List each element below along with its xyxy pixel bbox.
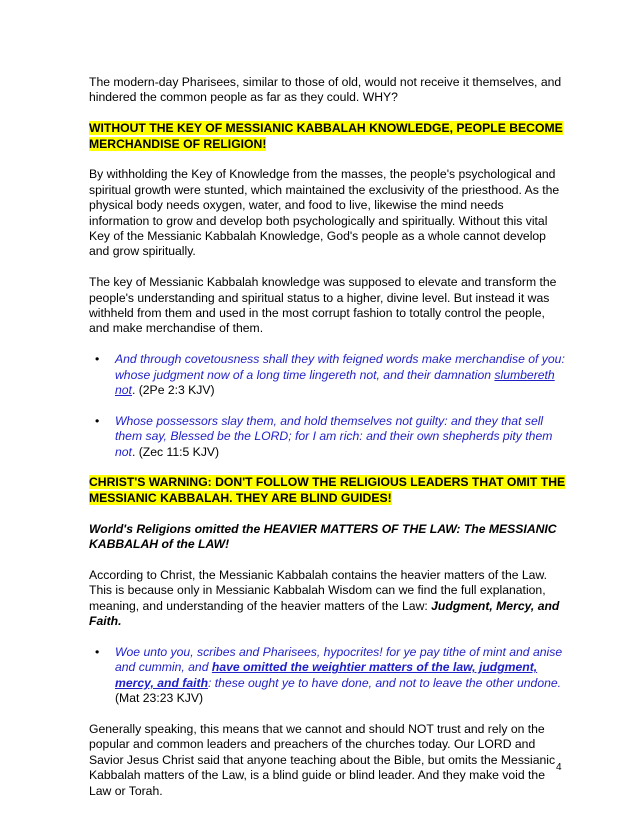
verse-text: And through covetousness shall they with feigned words make merchandise of you: whose judgment now of a long time lingereth not, and their damnation <box>115 352 565 382</box>
verse-reference: (Mat 23:23 KJV) <box>115 691 204 706</box>
verse-list-2 <box>89 645 567 707</box>
bullet-icon: • <box>95 644 100 659</box>
emphasis-text: Judgment, Mercy, and Faith. <box>89 598 560 629</box>
paragraph-withholding: By withholding the Key of Knowledge from the masses, the people's psychological and spiritual growth were stunted, which maintained the exclusivity of the priesthood. As the physical body needs oxygen, water, and food to live, likewise the mind needs information to grow and develop both psychologically and spiritually. Without this vital Key of the Messianic Kabbalah Knowledge, God's people as a whole cannot develop and grow spiritually. <box>89 167 560 259</box>
page-content <box>89 75 567 814</box>
highlighted-heading-text: CHRIST'S WARNING: DON'T FOLLOW THE RELIGIOUS LEADERS THAT OMIT THE MESSIANIC KABBALAH. THEY ARE BLIND GUIDES! <box>89 475 566 505</box>
bullet-icon: • <box>95 413 100 428</box>
list-item <box>89 414 567 460</box>
verse-text-continued: : these ought ye to have done, and not to leave the other undone. <box>208 675 562 690</box>
paragraph-generally-speaking: Generally speaking, this means that we cannot and should NOT trust and rely on the popular and common leaders and preachers of the churches today. Our LORD and Savior Jesus Christ said that anyone teaching about the Bible, but omits the Messianic Kabbalah matters of the Law, is a blind guide or blind leader. And they make void the Law or Torah. <box>89 721 556 798</box>
verse-reference: . (Zec 11:5 KJV) <box>131 444 220 459</box>
verse-underlined-text: slumbereth not <box>115 367 555 398</box>
page-number: 4 <box>556 762 562 773</box>
list-item <box>89 645 567 707</box>
list-item <box>89 352 567 398</box>
heading-key-of-knowledge <box>89 121 567 152</box>
verse-text: Whose possessors slay them, and hold themselves not guilty: and they that sell them say, Blessed be the LORD; for I am rich: and their own shepherds pity them not <box>115 413 553 459</box>
paragraph-according-to-christ <box>89 568 567 630</box>
paragraph-key-elevate: The key of Messianic Kabbalah knowledge was supposed to elevate and transform the people's understanding and spiritual status to a higher, divine level. But instead it was withheld from them and used in the most corrupt fashion to totally control the people, and make merchandise of them. <box>89 275 557 336</box>
verse-text: Woe unto you, scribes and Pharisees, hypocrites! for ye pay tithe of mint and anise and cummin, and <box>115 644 563 675</box>
verse-bold-text: have omitted the weightier matters of the law, judgment, mercy, and faith <box>115 660 538 690</box>
bullet-icon: • <box>95 352 100 367</box>
heading-christs-warning <box>89 475 567 506</box>
paragraph-pharisees: The modern-day Pharisees, similar to those of old, would not receive it themselves, and hindered the common people as far as they could. WHY? <box>89 75 562 105</box>
verse-reference: . (2Pe 2:3 KJV) <box>131 383 215 398</box>
paragraph-text: According to Christ, the Messianic Kabbalah contains the heavier matters of the Law. This is because only in Messianic Kabbalah Wisdom can we find the full explanation, meaning, and understanding of the heavier matters of the Law: <box>89 567 547 613</box>
highlighted-heading-text: WITHOUT THE KEY OF MESSIANIC KABBALAH KNOWLEDGE, PEOPLE BECOME MERCHANDISE OF RELIGION! <box>89 121 563 151</box>
subheading-heavier-matters: World's Religions omitted the HEAVIER MATTERS OF THE LAW: The MESSIANIC KABBALAH of the LAW! <box>89 521 557 552</box>
verse-list-1 <box>89 352 567 460</box>
